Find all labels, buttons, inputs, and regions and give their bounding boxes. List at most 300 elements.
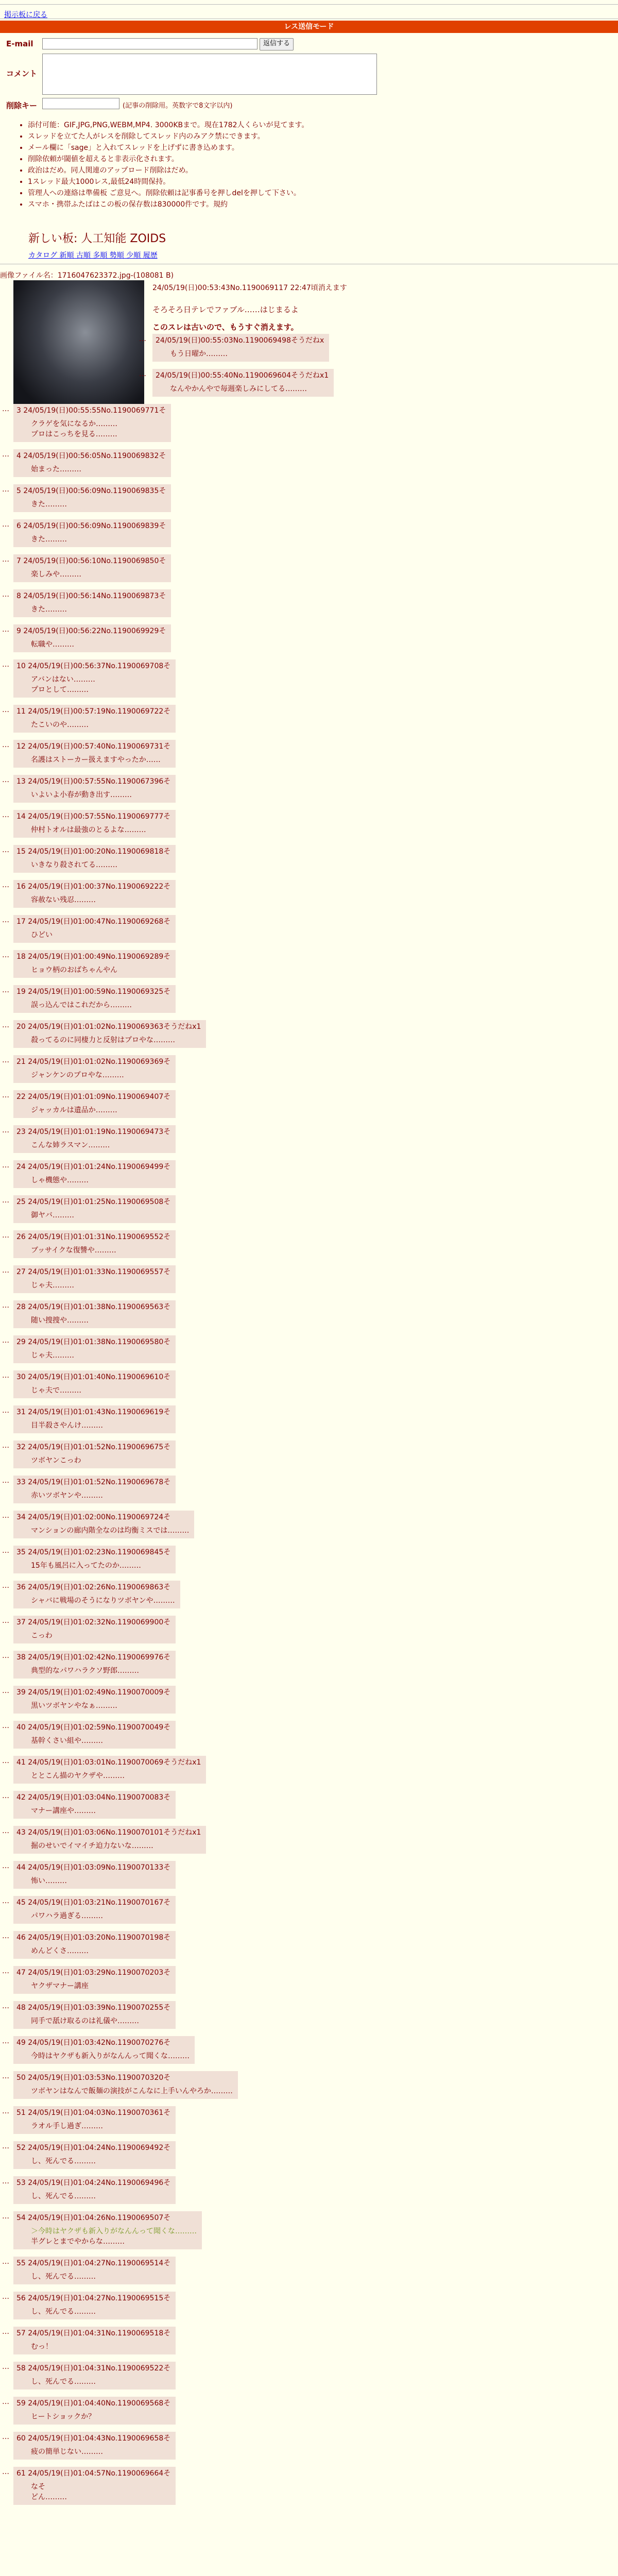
reply-line: 楽しみや……… — [31, 570, 81, 579]
rule-item: • 政治はだめ。同人関連のアップロード削除はだめ。 — [28, 165, 388, 176]
reply-indent-marker: … — [2, 1056, 9, 1064]
reply-line: プロとして……… — [31, 686, 89, 694]
reply-line: めんどくさ……… — [31, 1947, 89, 1955]
reply-line: 今時はヤクザも新入りがなんんって聞くな……… — [31, 2052, 190, 2060]
reply-indent-marker: … — [2, 2328, 9, 2336]
reply-body — [16, 1840, 201, 1851]
reply-body — [16, 569, 166, 579]
reply-meta[interactable]: 16 24/05/19(日)01:00:37No.1190069222そ — [16, 883, 171, 891]
reply-meta[interactable]: 59 24/05/19(日)01:04:40No.1190069568そ — [16, 2399, 171, 2408]
reply-body — [16, 929, 170, 940]
reply-line: し、死んでる……… — [31, 2273, 96, 2281]
reply-body — [16, 2271, 170, 2281]
reply-post — [13, 1581, 180, 1608]
reply-meta[interactable]: 56 24/05/19(日)01:04:27No.1190069515そ — [16, 2294, 171, 2302]
reply-line: マナー講座や……… — [31, 1807, 96, 1815]
reply-body — [16, 674, 170, 694]
reply-body — [16, 824, 170, 835]
reply-indent-marker: … — [2, 1301, 9, 1310]
reply-meta[interactable]: 8 24/05/19(日)00:56:14No.1190069873そ — [16, 592, 166, 600]
reply-post — [13, 1160, 176, 1188]
reply-body — [16, 1140, 170, 1150]
op-file-line[interactable]: 画像ファイル名：1716047623372.jpg-(108081 B) — [0, 272, 174, 280]
reply-post — [13, 2106, 176, 2134]
reply-indent-marker: … — [2, 2142, 9, 2150]
reply-post — [13, 624, 171, 652]
reply-line: 赤いツボヤンや……… — [31, 1492, 103, 1500]
reply-post — [13, 2036, 195, 2064]
reply-indent-marker: … — [2, 706, 9, 714]
reply-meta[interactable]: 44 24/05/19(日)01:03:09No.1190070133そ — [16, 1863, 171, 1872]
reply-post — [13, 1195, 176, 1223]
reply-indent-marker: … — [2, 1266, 9, 1275]
reply-line: 容赦ない残忍……… — [31, 896, 96, 904]
reply-body — [16, 2411, 170, 2421]
reply-meta[interactable]: 6 24/05/19(日)00:56:09No.1190069839そ — [16, 522, 166, 530]
rule-item: • メール欄に「sage」と入れてスレッドを上げずに書き込めます。 — [28, 142, 388, 154]
reply-indent-marker: … — [2, 2363, 9, 2371]
reply-body — [156, 383, 329, 394]
reply-meta[interactable]: 34 24/05/19(日)01:02:00No.1190069724そ — [16, 1513, 171, 1521]
reply-meta[interactable]: 32 24/05/19(日)01:01:52No.1190069675そ — [16, 1443, 171, 1451]
reply-body — [16, 1630, 170, 1640]
reply-line: パワハラ過ぎる……… — [31, 1912, 103, 1920]
reply-body — [16, 464, 166, 474]
reply-indent-marker: … — [2, 450, 9, 459]
reply-body — [16, 1945, 170, 1956]
reply-indent-marker: … — [2, 1196, 9, 1205]
reply-body — [16, 754, 170, 765]
reply-post — [13, 1721, 176, 1749]
reply-line: ジャンケンのプロやな……… — [31, 1071, 124, 1079]
reply-post — [13, 2397, 176, 2425]
reply-line: ヒョウ柄のおばちゃんやん — [31, 966, 117, 974]
reply-post — [13, 554, 171, 582]
reply-meta[interactable]: 24 24/05/19(日)01:01:24No.1190069499そ — [16, 1163, 171, 1171]
reply-meta[interactable]: 10 24/05/19(日)00:56:37No.1190069708そ — [16, 662, 171, 670]
reply-meta[interactable]: 26 24/05/19(日)01:01:31No.1190069552そ — [16, 1233, 171, 1241]
reply-line: し、死んでる……… — [31, 2157, 96, 2165]
reply-post — [13, 2257, 176, 2284]
reply-post — [13, 449, 171, 477]
reply-body — [16, 964, 170, 975]
reply-meta[interactable]: 28 24/05/19(日)01:01:38No.1190069563そ — [16, 1303, 171, 1311]
reply-body — [16, 2341, 170, 2351]
reply-indent-marker: … — [2, 2002, 9, 2010]
rule-item: • 添付可能：GIF,JPG,PNG,WEBM,MP4. 3000KBまで。現在1782人くらいが見てます。 — [28, 120, 388, 131]
reply-meta[interactable]: 3 24/05/19(日)00:55:55No.1190069771そ — [16, 406, 166, 415]
reply-post — [13, 519, 171, 547]
reply-meta[interactable]: 12 24/05/19(日)00:57:40No.1190069731そ — [16, 742, 171, 751]
reply-line: ツボヤンこっわ — [31, 1456, 81, 1465]
reply-meta[interactable]: 43 24/05/19(日)01:03:06No.1190070101そうだねx1 — [16, 1828, 201, 1837]
reply-body — [16, 1210, 170, 1220]
reply-meta[interactable]: 53 24/05/19(日)01:04:24No.1190069496そ — [16, 2179, 171, 2187]
reply-body — [16, 2086, 233, 2096]
reply-post — [152, 334, 329, 362]
reply-post — [13, 1020, 206, 1048]
reply-body — [16, 859, 170, 870]
reply-indent-marker: … — [2, 881, 9, 889]
reply-post — [13, 1476, 176, 1503]
reply-meta[interactable]: 17 24/05/19(日)01:00:47No.1190069268そ — [16, 918, 171, 926]
reply-line: じゃ夫で……… — [31, 1386, 81, 1395]
reply-body — [16, 604, 166, 614]
reply-indent-marker: … — [2, 2258, 9, 2266]
reply-meta[interactable]: 5 24/05/19(日)00:56:09No.1190069835そ — [16, 487, 166, 495]
reply-meta[interactable]: 18 24/05/19(日)01:00:49No.1190069289そ — [16, 953, 171, 961]
reply-post — [13, 1966, 176, 1994]
rule-item: • スマホ・携帯ふたばはこの板の保存数は830000件です。規約 — [28, 199, 388, 210]
reply-meta[interactable]: 36 24/05/19(日)01:02:26No.1190069863そ — [16, 1583, 171, 1591]
catalog-links[interactable] — [28, 250, 158, 260]
reply-indent-marker: … — [2, 1652, 9, 1660]
reply-meta[interactable]: 46 24/05/19(日)01:03:20No.1190070198そ — [16, 1934, 171, 1942]
rule-item: • 管理人への連絡は準備板 ご意見へ。削除依頼は記事番号を押しdelを押して下さい。 — [28, 188, 388, 199]
reply-body — [16, 1455, 170, 1465]
reply-line: シャバに戦場のそうになりツボヤンや……… — [31, 1597, 175, 1605]
reply-body — [16, 1910, 170, 1921]
reply-meta[interactable]: 33 24/05/19(日)01:01:52No.1190069678そ — [16, 1478, 171, 1486]
reply-body — [16, 1875, 170, 1886]
board-rules-list — [21, 120, 388, 210]
reply-line: マンションの廊内階全なのは均衡ミスでは……… — [31, 1527, 190, 1535]
reply-line: じゃ夫……… — [31, 1281, 74, 1290]
reply-meta[interactable]: 24/05/19(日)00:55:03No.1190069498そうだねx — [156, 336, 324, 345]
reply-indent-marker: … — [2, 2107, 9, 2115]
reply-post — [13, 1616, 176, 1643]
back-to-board-link[interactable]: 掲示板に戻る — [4, 11, 47, 19]
reply-post — [13, 1440, 176, 1468]
email-label: E-mail — [6, 39, 33, 48]
reply-post — [13, 1090, 176, 1118]
reply-line: 始まった……… — [31, 465, 81, 473]
rule-item: • 1スレッド最大1000レス,最低24時間保持。 — [28, 176, 388, 188]
reply-indent-marker: … — [2, 520, 9, 529]
reply-meta[interactable]: 13 24/05/19(日)00:57:55No.1190067396そ — [16, 777, 171, 786]
reply-line: きた……… — [31, 605, 67, 614]
reply-post — [13, 1125, 176, 1153]
reply-body — [16, 1105, 170, 1115]
reply-meta[interactable]: 15 24/05/19(日)01:00:20No.1190069818そ — [16, 848, 171, 856]
reply-indent-marker: … — [2, 1582, 9, 1590]
reply-body — [16, 1560, 170, 1570]
reply-post — [13, 2467, 176, 2505]
reply-body — [16, 1175, 170, 1185]
reply-indent-marker: … — [2, 2037, 9, 2045]
reply-meta[interactable]: 19 24/05/19(日)01:00:59No.1190069325そ — [16, 988, 171, 996]
reply-indent-marker: … — [2, 2398, 9, 2406]
reply-line: こんな姉ラスマン……… — [31, 1141, 110, 1149]
reply-post — [13, 810, 176, 838]
reply-body — [156, 348, 324, 359]
reply-body — [16, 2191, 170, 2201]
reply-body — [16, 2121, 170, 2131]
reply-body — [16, 1665, 170, 1675]
rule-item: • 削除依頼が閾値を超えると非表示化されます。 — [28, 154, 388, 165]
reply-body — [16, 639, 166, 649]
reply-line: いきなり殺されてる……… — [31, 861, 117, 869]
reply-body — [16, 499, 166, 509]
reply-post — [13, 1861, 176, 1889]
reply-body — [16, 1280, 170, 1290]
reply-meta[interactable]: 22 24/05/19(日)01:01:09No.1190069407そ — [16, 1093, 171, 1101]
reply-indent-marker: … — [2, 1091, 9, 1099]
reply-post — [13, 484, 171, 512]
catalog-link[interactable]: カタログ 新順 古順 多順 勢順 少順 履歴 — [28, 251, 158, 260]
reply-indent-marker: … — [2, 1757, 9, 1765]
reply-meta[interactable]: 57 24/05/19(日)01:04:31No.1190069518そ — [16, 2329, 171, 2337]
reply-indent-marker: … — [2, 625, 9, 634]
reply-meta[interactable]: 39 24/05/19(日)01:02:49No.1190070009そ — [16, 1688, 171, 1697]
reply-body — [16, 2446, 170, 2456]
reply-post — [13, 2071, 238, 2099]
reply-meta[interactable]: 49 24/05/19(日)01:03:42No.1190070276そ — [16, 2039, 171, 2047]
reply-body — [16, 1315, 170, 1325]
reply-post — [13, 2432, 176, 2460]
reply-line: 御ヤバ……… — [31, 1211, 74, 1219]
reply-post — [13, 845, 176, 873]
submit-button[interactable]: 返信する — [260, 38, 294, 50]
reply-post — [13, 1686, 176, 1714]
reply-indent-marker: … — [2, 2212, 9, 2221]
reply-indent-marker: … — [2, 846, 9, 854]
reply-post — [13, 2176, 176, 2204]
reply-post — [13, 2327, 176, 2354]
reply-indent-marker: … — [2, 986, 9, 994]
reply-indent-marker: … — [2, 1827, 9, 1835]
reply-post — [13, 1651, 176, 1679]
reply-post — [13, 404, 171, 442]
reply-indent-marker: … — [2, 1442, 9, 1450]
reply-post — [13, 775, 176, 803]
reply-line: 疲の簡単じない……… — [31, 2448, 103, 2456]
reply-post — [13, 1511, 194, 1538]
reply-indent-marker: … — [139, 335, 146, 343]
reply-line: いよいよ小春が動き出す……… — [31, 791, 132, 799]
reply-line: 誤っ込んではこれだから……… — [31, 1001, 132, 1009]
reply-indent-marker: … — [2, 405, 9, 413]
reply-indent-marker: … — [2, 1161, 9, 1170]
reply-body — [16, 1595, 175, 1605]
reply-meta[interactable]: 27 24/05/19(日)01:01:33No.1190069557そ — [16, 1268, 171, 1276]
reply-indent-marker: … — [2, 2293, 9, 2301]
reply-meta[interactable]: 48 24/05/19(日)01:03:39No.1190070255そ — [16, 2004, 171, 2012]
reply-indent-marker: … — [2, 1021, 9, 1029]
reply-indent-marker: … — [2, 1406, 9, 1415]
reply-meta[interactable]: 24/05/19(日)00:55:40No.1190069604そうだねx1 — [156, 371, 329, 380]
reply-post — [13, 1405, 176, 1433]
reply-meta[interactable]: 54 24/05/19(日)01:04:26No.1190069507そ — [16, 2214, 171, 2222]
reply-meta[interactable]: 9 24/05/19(日)00:56:22No.1190069929そ — [16, 627, 166, 635]
reply-meta[interactable]: 51 24/05/19(日)01:04:03No.1190070361そ — [16, 2109, 171, 2117]
reply-line: クラゲを気になるか……… — [31, 420, 117, 428]
new-board-announcement[interactable]: 新しい板: 人工知能 ZOIDS — [28, 232, 166, 245]
reply-meta[interactable]: 35 24/05/19(日)01:02:23No.1190069845そ — [16, 1548, 171, 1556]
reply-indent-marker: … — [2, 1231, 9, 1240]
reply-line: こっわ — [31, 1632, 53, 1640]
reply-body — [16, 2050, 190, 2061]
reply-body — [16, 418, 166, 439]
reply-body — [16, 1490, 170, 1500]
reply-line: たこいのや……… — [31, 721, 89, 729]
reply-indent-marker: … — [2, 660, 9, 669]
reply-meta[interactable]: 4 24/05/19(日)00:56:05No.1190069832そ — [16, 452, 166, 460]
reply-meta[interactable]: 50 24/05/19(日)01:03:53No.1190070320そ — [16, 2074, 171, 2082]
reply-line: きた……… — [31, 500, 67, 509]
reply-line: もう日曜か……… — [170, 350, 228, 358]
op-thumbnail-image[interactable] — [13, 280, 144, 411]
reply-body — [16, 2156, 170, 2166]
reply-post — [13, 1791, 176, 1819]
reply-body — [16, 1525, 189, 1535]
reply-meta[interactable]: 30 24/05/19(日)01:01:40No.1190069610そ — [16, 1373, 171, 1381]
reply-line: アバンはない……… — [31, 675, 95, 684]
reply-line: し、死んでる……… — [31, 2308, 96, 2316]
reply-indent-marker: … — [2, 1512, 9, 1520]
reply-line: ブッサイクな復讐や……… — [31, 1246, 116, 1255]
reply-line: 目半殺さやんけ……… — [31, 1421, 103, 1430]
reply-line: ヒートショックか？ — [31, 2413, 96, 2421]
reply-meta[interactable]: 47 24/05/19(日)01:03:29No.1190070203そ — [16, 1969, 171, 1977]
reply-meta[interactable]: 55 24/05/19(日)01:04:27No.1190069514そ — [16, 2259, 171, 2267]
reply-indent-marker: … — [2, 485, 9, 494]
reply-post — [13, 1370, 176, 1398]
reply-meta[interactable]: 37 24/05/19(日)01:02:32No.1190069900そ — [16, 1618, 171, 1626]
reply-line: ＞今時はヤクザも新入りがなんんって聞くな……… — [31, 2227, 197, 2235]
reply-post — [13, 1896, 176, 1924]
reply-indent-marker: … — [2, 2072, 9, 2080]
op-body-line: そろそろ日テレでファブル……はじまるよ — [152, 305, 299, 314]
reply-line: 怖い……… — [31, 1877, 67, 1885]
reply-meta[interactable]: 40 24/05/19(日)01:02:59No.1190070049そ — [16, 1723, 171, 1732]
op-old-warning: このスレは古いので、もうすぐ消えます。 — [152, 323, 299, 332]
reply-indent-marker: … — [2, 1967, 9, 1975]
reply-line: なそ — [31, 2483, 45, 2491]
reply-meta[interactable]: 21 24/05/19(日)01:01:02No.1190069369そ — [16, 1058, 171, 1066]
reply-line: 同手で舐け取るのは礼儀や……… — [31, 2017, 139, 2025]
reply-indent-marker: … — [139, 370, 146, 378]
reply-body — [16, 1770, 201, 1781]
reply-indent-marker: … — [2, 1126, 9, 1134]
reply-post — [13, 659, 176, 698]
reply-post — [13, 1300, 176, 1328]
reply-meta[interactable]: 31 24/05/19(日)01:01:43No.1190069619そ — [16, 1408, 171, 1416]
comment-textarea[interactable] — [42, 54, 377, 95]
reply-meta[interactable]: 25 24/05/19(日)01:01:25No.1190069508そ — [16, 1198, 171, 1206]
reply-meta[interactable]: 58 24/05/19(日)01:04:31No.1190069522そ — [16, 2364, 171, 2372]
reply-post — [13, 589, 171, 617]
reply-indent-marker: … — [2, 2433, 9, 2441]
reply-indent-marker: … — [2, 1792, 9, 1800]
reply-meta[interactable]: 11 24/05/19(日)00:57:19No.1190069722そ — [16, 707, 171, 716]
reply-post — [13, 2292, 176, 2319]
reply-line: ひどい — [31, 931, 53, 939]
delkey-label: 削除キー — [6, 101, 38, 110]
reply-post — [13, 1230, 176, 1258]
reply-meta[interactable]: 14 24/05/19(日)00:57:55No.1190069777そ — [16, 812, 171, 821]
reply-line: どん……… — [31, 2493, 67, 2501]
reply-line: しゃ機態や……… — [31, 1176, 89, 1184]
reply-body — [16, 2015, 170, 2026]
reply-line: し、死んでる……… — [31, 2192, 96, 2200]
reply-post — [13, 2362, 176, 2389]
reply-line: 名護はストーカー扱えますやったか…… — [31, 756, 161, 764]
reply-meta[interactable]: 52 24/05/19(日)01:04:24No.1190069492そ — [16, 2144, 171, 2152]
reply-meta[interactable]: 41 24/05/19(日)01:03:01No.1190070069そうだねx1 — [16, 1758, 201, 1767]
reply-line: 随い捜捜や……… — [31, 1316, 89, 1325]
reply-body — [16, 2306, 170, 2316]
reply-mode-banner: レス送信モード — [0, 21, 618, 33]
reply-post — [13, 740, 176, 768]
reply-line: なんやかんやで毎週楽しみにしてる……… — [170, 385, 307, 393]
reply-body — [16, 1350, 170, 1360]
reply-line: ととこん描のヤクザや……… — [31, 1772, 125, 1780]
reply-meta[interactable]: 7 24/05/19(日)00:56:10No.1190069850そ — [16, 557, 166, 565]
reply-meta[interactable]: 23 24/05/19(日)01:01:19No.1190069473そ — [16, 1128, 171, 1136]
top-divider — [0, 4, 618, 5]
reply-indent-marker: … — [2, 916, 9, 924]
reply-indent-marker: … — [2, 590, 9, 599]
reply-body — [16, 1980, 170, 1991]
reply-meta[interactable]: 38 24/05/19(日)01:02:42No.1190069976そ — [16, 1653, 171, 1662]
reply-post — [152, 369, 334, 397]
reply-indent-marker: … — [2, 741, 9, 749]
reply-meta[interactable]: 60 24/05/19(日)01:04:43No.1190069658そ — [16, 2434, 171, 2443]
reply-meta[interactable]: 29 24/05/19(日)01:01:38No.1190069580そ — [16, 1338, 171, 1346]
reply-body — [16, 789, 170, 800]
reply-meta[interactable]: 20 24/05/19(日)01:01:02No.1190069363そうだねx1 — [16, 1023, 201, 1031]
reply-post — [13, 950, 176, 978]
reply-post — [13, 2211, 202, 2249]
reply-meta[interactable]: 61 24/05/19(日)01:04:57No.1190069664そ — [16, 2469, 171, 2478]
reply-line: 15年も風呂に入ってたのか……… — [31, 1562, 141, 1570]
reply-line: むっ！ — [31, 2343, 53, 2351]
reply-body — [16, 2226, 197, 2246]
reply-body — [16, 999, 170, 1010]
reply-line: ジャッカルは遺品か……… — [31, 1106, 117, 1114]
reply-post — [13, 1931, 176, 1959]
delkey-note: (記事の削除用。英数字で8文字以内) — [123, 102, 233, 110]
reply-indent-marker: … — [2, 2468, 9, 2476]
reply-line: 黒いツボヤンやなぁ……… — [31, 1702, 117, 1710]
reply-line: し、死んでる……… — [31, 2378, 96, 2386]
reply-meta[interactable]: 42 24/05/19(日)01:03:04No.1190070083そ — [16, 1793, 171, 1802]
reply-meta[interactable]: 45 24/05/19(日)01:03:21No.1190070167そ — [16, 1899, 171, 1907]
reply-line: 掘のせいでイマイチ迫力ないな……… — [31, 1842, 153, 1850]
reply-indent-marker: … — [2, 1687, 9, 1695]
reply-indent-marker: … — [2, 1862, 9, 1870]
reply-body — [16, 1700, 170, 1710]
delete-key-field[interactable] — [42, 98, 119, 109]
reply-indent-marker: … — [2, 555, 9, 564]
reply-line: 仲村トオルは最強のとるよな……… — [31, 826, 146, 834]
reply-post — [13, 2001, 176, 2029]
reply-post — [13, 985, 176, 1013]
reply-line: じゃ夫……… — [31, 1351, 74, 1360]
reply-body — [16, 2481, 170, 2502]
reply-indent-marker: … — [2, 1617, 9, 1625]
reply-line: 転職や……… — [31, 640, 74, 649]
reply-line: 典型的なパワハラクソ野郎……… — [31, 1667, 139, 1675]
reply-body — [16, 1805, 170, 1816]
email-field[interactable] — [42, 38, 258, 49]
reply-line: ラオル手し過ぎ……… — [31, 2122, 103, 2130]
reply-body — [16, 534, 166, 544]
reply-post — [13, 1826, 206, 1854]
reply-indent-marker: … — [2, 1336, 9, 1345]
reply-indent-marker: … — [2, 951, 9, 959]
